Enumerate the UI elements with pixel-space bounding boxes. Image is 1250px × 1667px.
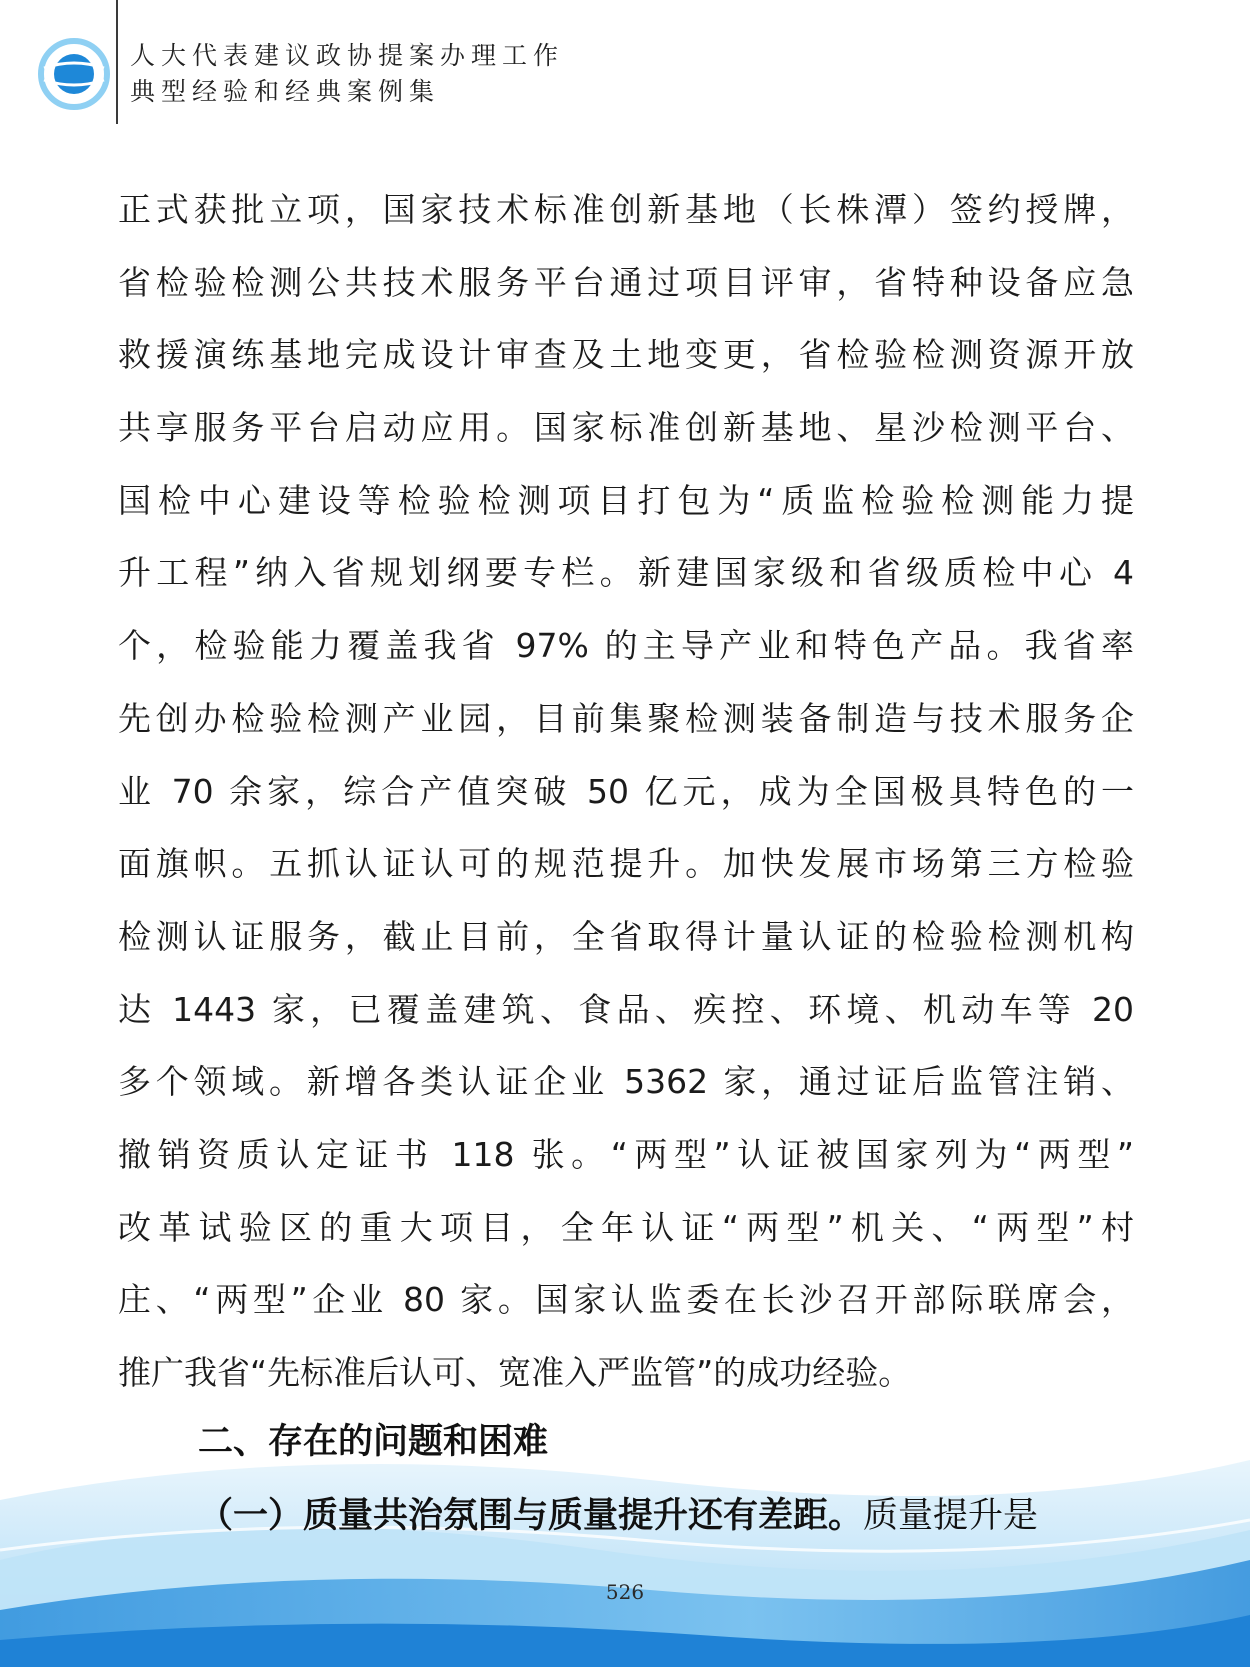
body-line-5: 国检中心建设等检验检测项目打包为“质监检验检测能力提 — [118, 480, 1134, 520]
body-line-6: 升工程”纳入省规划纲要专栏。新建国家级和省级质检中心 4 — [118, 553, 1134, 593]
section-heading: 二、存在的问题和困难 — [198, 1422, 549, 1462]
body-line-2: 省检验检测公共技术服务平台通过项目评审，省特种设备应急 — [118, 262, 1134, 302]
subsection-heading-rest: 质量提升是 — [863, 1496, 1039, 1536]
body-line-10: 面旗帜。五抓认证认可的规范提升。加快发展市场第三方检验 — [118, 844, 1134, 884]
subsection-heading-bold: （一）质量共治氛围与质量提升还有差距。 — [198, 1496, 864, 1536]
body-line-17: 推广我省“先标准后认可、宽准入严监管”的成功经验。 — [118, 1353, 912, 1392]
body-line-11: 检测认证服务，截止目前，全省取得计量认证的检验检测机构 — [118, 916, 1134, 956]
page-number: 526 — [605, 1580, 645, 1604]
header-title — [130, 38, 564, 110]
body-line-8: 先创办检验检测产业园，目前集聚检测装备制造与技术服务企 — [118, 698, 1134, 738]
body-text — [118, 174, 1134, 1410]
footer-wave-decoration — [0, 1440, 1250, 1667]
circle-logo-icon — [38, 38, 110, 110]
body-line-13: 多个领域。新增各类认证企业 5362 家，通过证后监管注销、 — [118, 1062, 1134, 1102]
body-line-15: 改革试验区的重大项目，全年认证“两型”机关、“两型”村 — [118, 1207, 1134, 1247]
body-line-9: 业 70 余家，综合产值突破 50 亿元，成为全国极具特色的一 — [118, 771, 1134, 811]
body-line-14: 撤销资质认定证书 118 张。“两型”认证被国家列为“两型” — [118, 1134, 1134, 1174]
body-line-4: 共享服务平台启动应用。国家标准创新基地、星沙检测平台、 — [118, 408, 1134, 448]
header-title-line-1: 人大代表建议政协提案办理工作 — [130, 41, 565, 70]
body-line-16: 庄、“两型”企业 80 家。国家认监委在长沙召开部际联席会， — [118, 1280, 1134, 1320]
subsection-heading — [198, 1488, 1134, 1538]
body-line-1: 正式获批立项，国家技术标准创新基地（长株潭）签约授牌， — [118, 190, 1134, 229]
body-line-12: 达 1443 家，已覆盖建筑、食品、疾控、环境、机动车等 20 — [118, 989, 1134, 1029]
body-line-7: 个，检验能力覆盖我省 97% 的主导产业和特色产品。我省率 — [118, 626, 1134, 666]
header-title-line-2: 典型经验和经典案例集 — [130, 77, 441, 106]
body-line-3: 救援演练基地完成设计审查及土地变更，省检验检测资源开放 — [118, 335, 1134, 375]
header-divider — [116, 0, 118, 124]
page-header — [0, 0, 1250, 124]
